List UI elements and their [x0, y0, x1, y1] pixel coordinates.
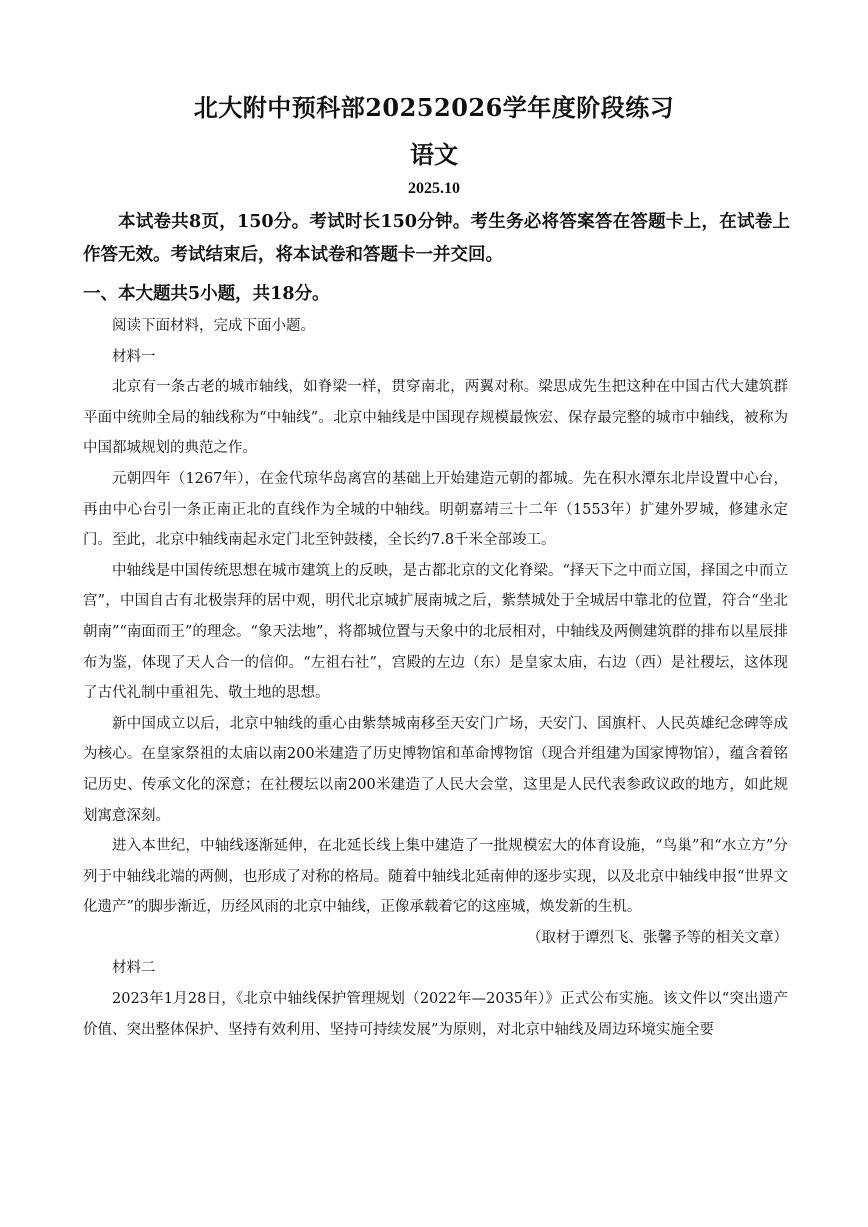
material1-paragraph-5: 进入本世纪，中轴线逐渐延伸，在北延长线上集中建造了一批规模宏大的体育设施，“鸟巢”和“水立方”分列于中轴线北端的两侧，也形成了对称的格局。随着中轴线北延南伸的逐步实现，以及北京中轴线申报“世界文化遗产”的脚步渐近，历经风雨的北京中轴线，正像承载着它的这座城，焕发新的生机。: [83, 838, 788, 916]
reading-material: [83, 311, 788, 1045]
material1-source: （取材于谭烈飞、张馨予等的相关文章）: [527, 929, 788, 946]
material1-paragraph-1: 北京有一条古老的城市轴线，如脊梁一样，贯穿南北，两翼对称。梁思成先生把这种在中国古代大建筑群平面中统帅全局的轴线称为“中轴线”。北京中轴线是中国现存规模最恢宏、保存最完整的城市中轴线，被称为中国都城规划的典范之作。: [83, 379, 788, 457]
material1-label: 材料一: [112, 348, 156, 365]
material1-paragraph-3: 中轴线是中国传统思想在城市建筑上的反映，是古都北京的文化脊梁。“择天下之中而立国，择国之中而立宫”，中国自古有北极崇拜的居中观，明代北京城扩展南城之后，紫禁城处于全城居中靠北的位置，符合“坐北朝南”“南面而王”的理念。“象天法地”，将都城位置与天象中的北辰相对，中轴线及两侧建筑群的排布以星辰排布为鉴，体现了天人合一的信仰。“左祖右社”，宫殿的左边（东）是皇家太庙，右边（西）是社稷坛，这体现了古代礼制中重祖先、敬土地的思想。: [83, 562, 788, 702]
material2-label: 材料二: [112, 960, 156, 977]
exam-title: 北大附中预科部20252026学年度阶段练习: [193, 93, 675, 122]
material1-paragraph-2: 元朝四年（1267年），在金代琼华岛离宫的基础上开始建造元朝的都城。先在积水潭东北岸设置中心台，再由中心台引一条正南正北的直线作为全城的中轴线。明朝嘉靖三十二年（1553年）扩建外罗城，修建永定门。至此，北京中轴线南起永定门北至钟鼓楼，全长约7.8千米全部竣工。: [83, 470, 788, 549]
material1-paragraph-4: 新中国成立以后，北京中轴线的重心由紫禁城南移至天安门广场，天安门、国旗杆、人民英雄纪念碑等成为核心。在皇家祭祖的太庙以南200米建造了历史博物馆和革命博物馆（现合并组建为国家博物馆），蕴含着铭记历史、传承文化的深意；在社稷坛以南200米建造了人民大会堂，这里是人民代表参政议政的地方，如此规划寓意深刻。: [83, 715, 788, 824]
subject-title: 语文: [410, 140, 458, 169]
instruction: 阅读下面材料，完成下面小题。: [112, 318, 315, 334]
exam-date: 2025.10: [408, 180, 460, 197]
exam-notice: 本试卷共8页，150分。考试时长150分钟。考生务必将答案答在答题卡上，在试卷上作答无效。考试结束后，将本试卷和答题卡一并交回。: [83, 212, 790, 265]
material2-paragraph: 2023年1月28日，《北京中轴线保护管理规划（2022年—2035年）》正式公布实施。该文件以“突出遗产价值、突出整体保护、坚持有效利用、坚持可持续发展”为原则，对北京中轴线及周边环境实施全要: [83, 991, 788, 1038]
section-heading: 一、本大题共5小题，共18分。: [83, 284, 330, 304]
